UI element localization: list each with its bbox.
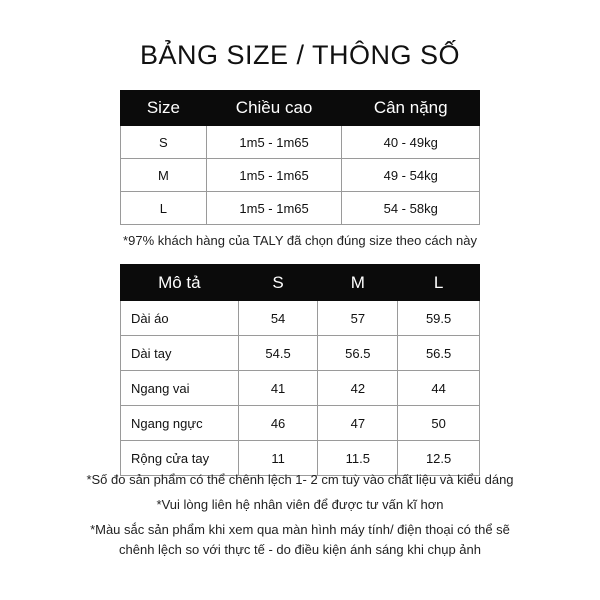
page-title: BẢNG SIZE / THÔNG SỐ (139, 40, 461, 70)
size-table (120, 90, 480, 225)
contact-note: *Vui lòng liên hệ nhân viên để được tư vấn kĩ hơn (156, 497, 444, 512)
measurement-note: *Số đo sản phẩm có thể chênh lệch 1- 2 cm tuỳ vào chất liệu và kiểu dáng (86, 472, 514, 487)
description-cell: Rộng cửa tay (121, 441, 239, 476)
header-l: L (398, 265, 480, 301)
value-cell-m: 57 (318, 301, 398, 336)
weight-cell: 54 - 58kg (342, 192, 480, 225)
header-height: Chiều cao (206, 91, 342, 126)
table-row (121, 406, 480, 441)
value-cell-s: 46 (238, 406, 318, 441)
size-cell: S (121, 126, 207, 159)
description-cell: Ngang ngực (121, 406, 239, 441)
color-note-line-1: *Màu sắc sản phẩm khi xem qua màn hình máy tính/ điện thoại có thể sẽ (90, 522, 510, 537)
height-cell: 1m5 - 1m65 (206, 126, 342, 159)
height-cell: 1m5 - 1m65 (206, 192, 342, 225)
description-cell: Ngang vai (121, 371, 239, 406)
value-cell-s: 54.5 (238, 336, 318, 371)
table-row (121, 126, 480, 159)
spec-table (120, 264, 480, 476)
value-cell-m: 56.5 (318, 336, 398, 371)
header-weight: Cân nặng (342, 91, 480, 126)
value-cell-s: 41 (238, 371, 318, 406)
value-cell-l: 12.5 (398, 441, 480, 476)
table-row (121, 159, 480, 192)
taly-note: *97% khách hàng của TALY đã chọn đúng size theo cách này (123, 233, 477, 248)
value-cell-m: 42 (318, 371, 398, 406)
value-cell-l: 59.5 (398, 301, 480, 336)
header-size: Size (121, 91, 207, 126)
table-row (121, 336, 480, 371)
value-cell-s: 11 (238, 441, 318, 476)
size-table-header-row (121, 91, 480, 126)
weight-cell: 40 - 49kg (342, 126, 480, 159)
color-note (0, 520, 600, 560)
height-cell: 1m5 - 1m65 (206, 159, 342, 192)
size-cell: L (121, 192, 207, 225)
header-m: M (318, 265, 398, 301)
value-cell-l: 56.5 (398, 336, 480, 371)
table-row (121, 441, 480, 476)
description-cell: Dài tay (121, 336, 239, 371)
value-cell-m: 11.5 (318, 441, 398, 476)
color-note-line-2: chênh lệch so với thực tế - do điều kiện ánh sáng khi chụp ảnh (119, 542, 481, 557)
table-row (121, 301, 480, 336)
value-cell-m: 47 (318, 406, 398, 441)
description-cell: Dài áo (121, 301, 239, 336)
size-cell: M (121, 159, 207, 192)
table-row (121, 192, 480, 225)
header-s: S (238, 265, 318, 301)
value-cell-l: 44 (398, 371, 480, 406)
value-cell-s: 54 (238, 301, 318, 336)
value-cell-l: 50 (398, 406, 480, 441)
spec-table-header-row (121, 265, 480, 301)
table-row (121, 371, 480, 406)
header-description: Mô tả (121, 265, 239, 301)
weight-cell: 49 - 54kg (342, 159, 480, 192)
